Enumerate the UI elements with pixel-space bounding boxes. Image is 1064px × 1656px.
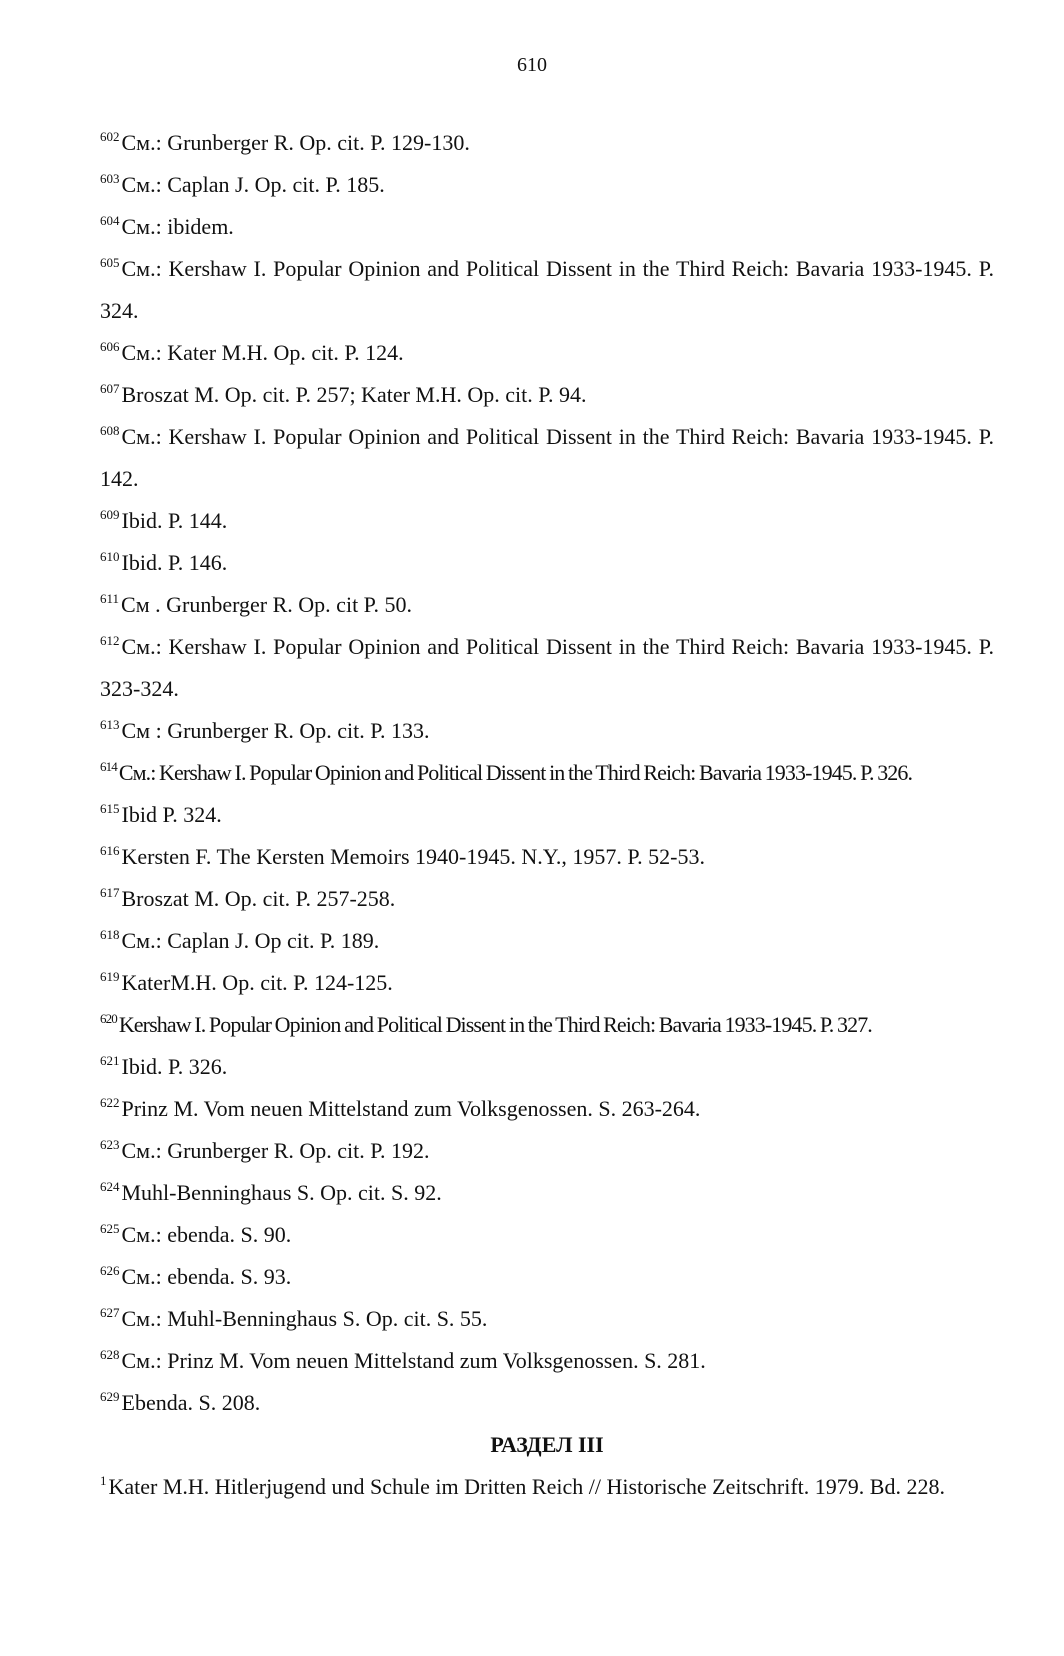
footnote-number: 611 (100, 591, 120, 606)
footnote-number: 626 (100, 1263, 120, 1278)
footnote-number: 629 (100, 1389, 120, 1404)
footnote-item (100, 500, 994, 542)
footnote-number: 627 (100, 1305, 120, 1320)
footnote-text: Kater M.H. Hitlerjugend und Schule im Dritten Reich // Historische Zeitschrift. 1979. Bd. 228. (108, 1474, 945, 1499)
footnote-item (100, 206, 994, 248)
footnote-text: KaterM.H. Op. cit. P. 124-125. (121, 970, 393, 995)
footnote-item (100, 1004, 994, 1046)
footnote-text: См.: Caplan J. Op. cit. P. 185. (121, 172, 385, 197)
footnote-text: См.: Caplan J. Op cit. P. 189. (121, 928, 380, 953)
footnote-item (100, 1466, 994, 1508)
footnote-item (100, 878, 994, 920)
footnote-text: Ibid P. 324. (121, 802, 222, 827)
footnote-text: См.: Kershaw I. Popular Opinion and Political Dissent in the Third Reich: Bavaria 1933-1945. P. 323-324. (100, 634, 994, 701)
footnote-number: 613 (100, 717, 120, 732)
footnote-text: Ibid. P. 144. (121, 508, 228, 533)
footnote-item (100, 1046, 994, 1088)
footnote-item (100, 1214, 994, 1256)
footnote-number: 621 (100, 1053, 120, 1068)
footnote-number: 615 (100, 801, 120, 816)
footnote-item (100, 1340, 994, 1382)
footnote-item (100, 1130, 994, 1172)
footnote-item (100, 920, 994, 962)
footnotes (100, 122, 994, 1508)
footnote-item (100, 542, 994, 584)
section-footnote-list (100, 1466, 994, 1508)
footnote-text: См.: Muhl-Benninghaus S. Op. cit. S. 55. (121, 1306, 488, 1331)
footnote-item (100, 122, 994, 164)
footnote-item (100, 836, 994, 878)
footnote-item (100, 710, 994, 752)
footnote-number: 623 (100, 1137, 120, 1152)
footnote-text: См.: Prinz M. Vom neuen Mittelstand zum Volksgenossen. S. 281. (121, 1348, 706, 1373)
footnote-number: 608 (100, 423, 120, 438)
footnote-text: См : Grunberger R. Op. cit. P. 133. (121, 718, 430, 743)
footnote-item (100, 416, 994, 500)
footnote-text: См.: Kater M.H. Op. cit. P. 124. (121, 340, 404, 365)
footnote-list (100, 122, 994, 1424)
footnote-number: 606 (100, 339, 120, 354)
footnote-text: См.: ebenda. S. 93. (121, 1264, 292, 1289)
footnote-number: 622 (100, 1095, 120, 1110)
footnote-number: 617 (100, 885, 120, 900)
footnote-item (100, 1382, 994, 1424)
footnote-text: Ibid. P. 326. (121, 1054, 228, 1079)
footnote-number: 609 (100, 507, 120, 522)
footnote-text: См.: Kershaw I. Popular Opinion and Political Dissent in the Third Reich: Bavaria 1933-1945. P. 324. (100, 256, 994, 323)
footnote-item (100, 752, 994, 794)
footnote-item (100, 1298, 994, 1340)
footnote-item (100, 794, 994, 836)
footnote-number: 603 (100, 171, 120, 186)
footnote-item (100, 626, 994, 710)
footnote-text: Muhl-Benninghaus S. Op. cit. S. 92. (121, 1180, 442, 1205)
footnote-item (100, 332, 994, 374)
footnote-item (100, 374, 994, 416)
footnote-text: См . Grunberger R. Op. cit P. 50. (121, 592, 412, 617)
footnote-number: 614 (100, 759, 117, 774)
footnote-item (100, 962, 994, 1004)
footnote-text: См.: ebenda. S. 90. (121, 1222, 292, 1247)
footnote-text: См.: Kershaw I. Popular Opinion and Political Dissent in the Third Reich: Bavaria 1933-1945. P. 326. (118, 760, 913, 785)
footnote-number: 619 (100, 969, 120, 984)
footnote-text: Kershaw I. Popular Opinion and Political Dissent in the Third Reich: Bavaria 1933-1945. P. 327. (118, 1012, 872, 1037)
footnote-number: 610 (100, 549, 120, 564)
footnote-number: 616 (100, 843, 120, 858)
footnote-number: 620 (100, 1011, 117, 1026)
section-title: РАЗДЕЛ III (490, 1432, 604, 1457)
footnote-number: 1 (100, 1473, 107, 1488)
footnote-text: Broszat M. Op. cit. P. 257; Kater M.H. Op. cit. P. 94. (121, 382, 587, 407)
footnote-text: Kersten F. The Kersten Memoirs 1940-1945. N.Y., 1957. P. 52-53. (121, 844, 705, 869)
footnote-text: Ebenda. S. 208. (121, 1390, 261, 1415)
footnote-text: См.: ibidem. (121, 214, 234, 239)
footnote-number: 624 (100, 1179, 120, 1194)
footnote-number: 618 (100, 927, 120, 942)
footnote-number: 602 (100, 129, 120, 144)
footnote-text: Broszat M. Op. cit. P. 257-258. (121, 886, 396, 911)
footnote-number: 604 (100, 213, 120, 228)
footnote-number: 612 (100, 633, 120, 648)
footnote-text: См.: Grunberger R. Op. cit. P. 192. (121, 1138, 430, 1163)
footnote-item (100, 248, 994, 332)
footnote-item (100, 1172, 994, 1214)
footnote-text: См.: Kershaw I. Popular Opinion and Political Dissent in the Third Reich: Bavaria 1933-1945. P. 142. (100, 424, 994, 491)
page-number: 610 (517, 54, 547, 76)
footnote-number: 605 (100, 255, 120, 270)
footnote-number: 628 (100, 1347, 120, 1362)
footnote-text: Prinz M. Vom neuen Mittelstand zum Volksgenossen. S. 263-264. (121, 1096, 701, 1121)
footnote-text: Ibid. P. 146. (121, 550, 228, 575)
footnote-item (100, 584, 994, 626)
footnote-item (100, 1256, 994, 1298)
footnote-item (100, 164, 994, 206)
footnote-text: См.: Grunberger R. Op. cit. P. 129-130. (121, 130, 470, 155)
footnote-number: 625 (100, 1221, 120, 1236)
footnote-number: 607 (100, 381, 120, 396)
footnote-item (100, 1088, 994, 1130)
